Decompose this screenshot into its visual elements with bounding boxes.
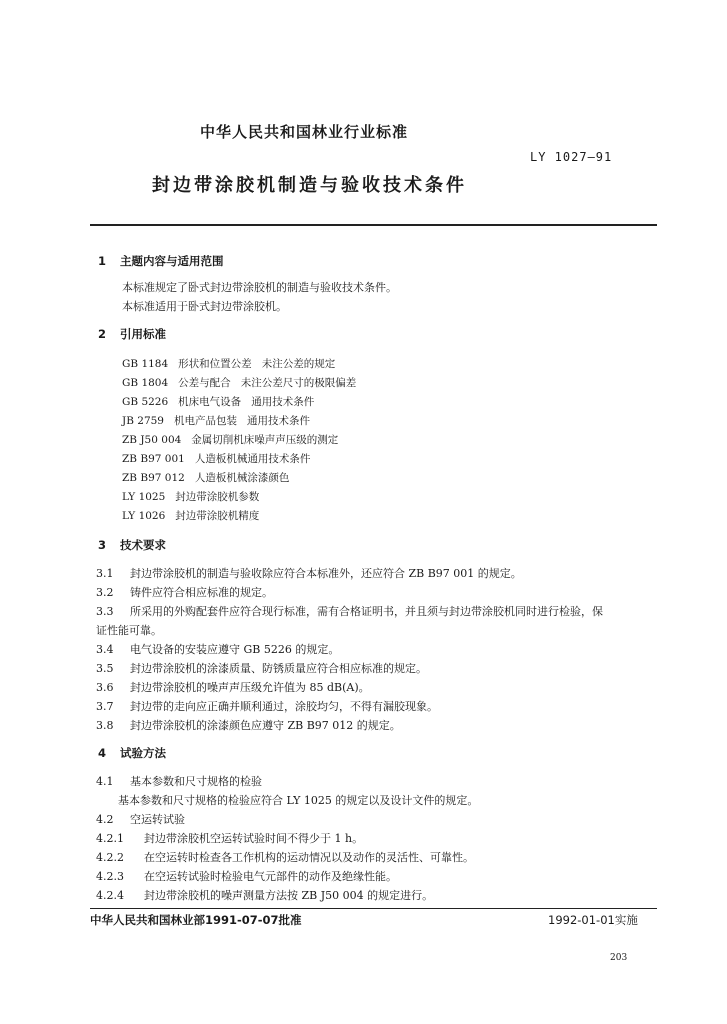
clause-3-4: 3.4 电气设备的安装应遵守 GB 5226 的规定。 (96, 643, 340, 656)
section-3-heading: 3 技术要求 (98, 538, 166, 552)
clause-4-2-2: 4.2.2 在空运转时检查各工作机构的运动情况以及动作的灵活性、可靠性。 (96, 851, 474, 864)
section-1-paragraph: 本标准规定了卧式封边带涂胶机的制造与验收技术条件。 (122, 281, 397, 294)
clause-4-2-1: 4.2.1 封边带涂胶机空运转试验时间不得少于 1 h。 (96, 832, 364, 845)
clause-3-7: 3.7 封边带的走向应正确并顺利通过，涂胶均匀，不得有漏胶现象。 (96, 700, 438, 713)
reference-item: GB 1184 形状和位置公差 未注公差的规定 (122, 358, 336, 370)
approval-line: 中华人民共和国林业部1991-07-07批准 (90, 913, 302, 927)
reference-item: JB 2759 机电产品包装 通用技术条件 (122, 415, 311, 427)
clause-4-1: 4.1 基本参数和尺寸规格的检验 (96, 775, 262, 788)
header-divider (90, 224, 657, 226)
clause-3-2: 3.2 铸件应符合相应标准的规定。 (96, 586, 273, 599)
clause-3-1: 3.1 封边带涂胶机的制造与验收除应符合本标准外，还应符合 ZB B97 001 的规定。 (96, 567, 522, 580)
clause-3-6: 3.6 封边带涂胶机的噪声声压级允许值为 85 dB(A)。 (96, 681, 370, 694)
clause-3-3: 3.3 所采用的外购配套件应符合现行标准，需有合格证明书，并且须与封边带涂胶机同时进行检验，保 (96, 605, 603, 618)
section-1-heading: 1 主题内容与适用范围 (98, 254, 224, 268)
clause-4-2: 4.2 空运转试验 (96, 813, 185, 826)
reference-item: ZB B97 012 人造板机械涂漆颜色 (122, 472, 290, 484)
footer-divider (90, 908, 657, 909)
section-1-paragraph: 本标准适用于卧式封边带涂胶机。 (122, 300, 287, 313)
section-4-heading: 4 试验方法 (98, 746, 166, 760)
reference-item: ZB B97 001 人造板机械通用技术条件 (122, 453, 311, 465)
section-2-heading: 2 引用标准 (98, 327, 166, 341)
standard-code: LY 1027—91 (530, 150, 613, 164)
clause-4-2-4: 4.2.4 封边带涂胶机的噪声测量方法按 ZB J50 004 的规定进行。 (96, 889, 434, 902)
clause-3-5: 3.5 封边带涂胶机的涂漆质量、防锈质量应符合相应标准的规定。 (96, 662, 427, 675)
page-number: 203 (610, 953, 628, 963)
reference-item: ZB J50 004 金属切削机床噪声声压级的测定 (122, 434, 339, 446)
standard-type: 中华人民共和国林业行业标准 (200, 123, 409, 141)
clause-4-1-body: 基本参数和尺寸规格的检验应符合 LY 1025 的规定以及设计文件的规定。 (118, 794, 479, 807)
clause-3-8: 3.8 封边带涂胶机的涂漆颜色应遵守 ZB B97 012 的规定。 (96, 719, 401, 732)
clause-4-2-3: 4.2.3 在空运转试验时检验电气元部件的动作及绝缘性能。 (96, 870, 397, 883)
reference-item: GB 5226 机床电气设备 通用技术条件 (122, 396, 315, 408)
reference-item: LY 1026 封边带涂胶机精度 (122, 510, 260, 522)
implementation-date: 1992-01-01实施 (548, 913, 638, 927)
document-title: 封边带涂胶机制造与验收技术条件 (152, 175, 467, 196)
reference-item: LY 1025 封边带涂胶机参数 (122, 491, 260, 503)
reference-item: GB 1804 公差与配合 未注公差尺寸的极限偏差 (122, 377, 357, 389)
clause-3-3-continued: 证性能可靠。 (96, 624, 162, 637)
